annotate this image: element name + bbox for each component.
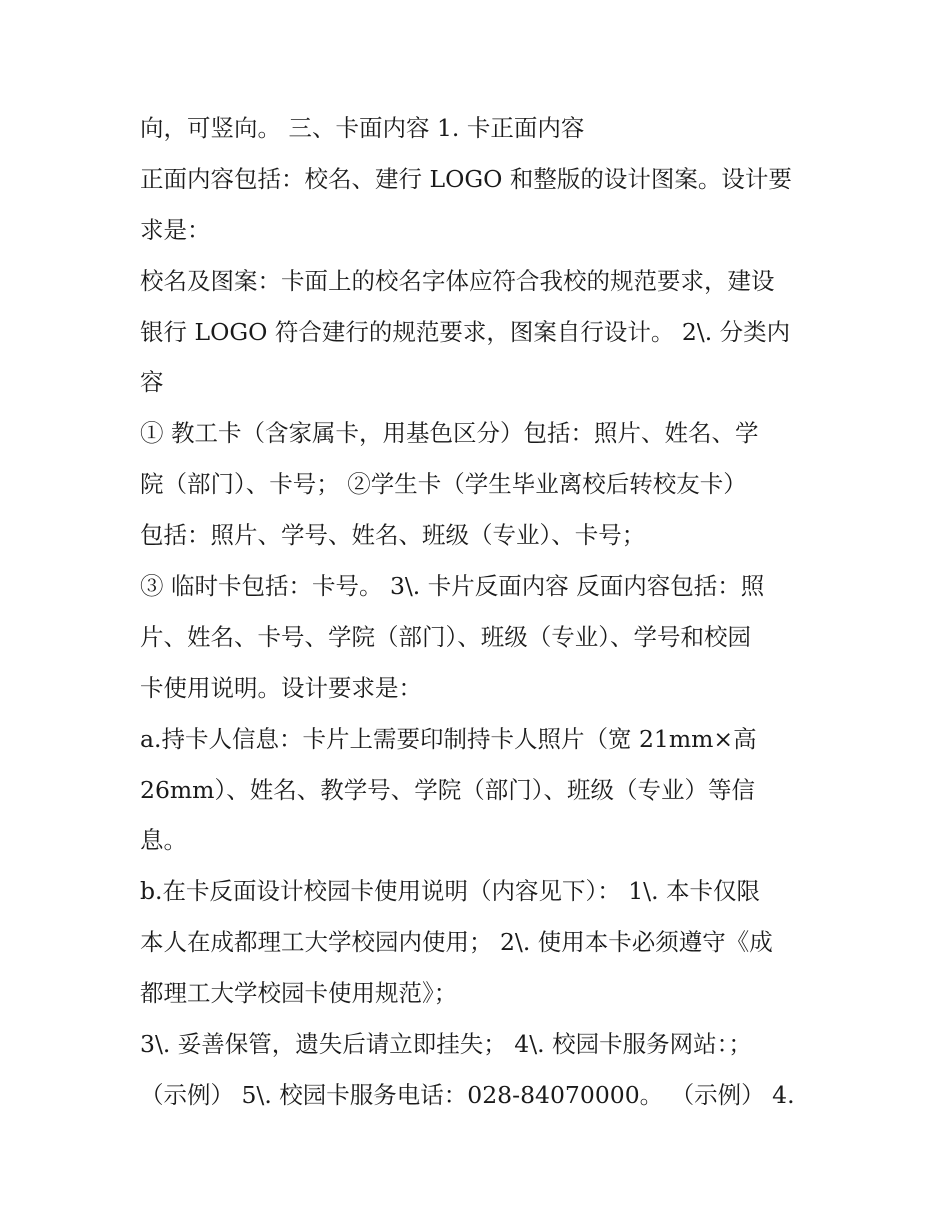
text-line: 院（部门）、卡号； ②学生卡（学生毕业离校后转校友卡） xyxy=(140,470,747,499)
text-line: 向，可竖向。 三、卡面内容 1. 卡正面内容 xyxy=(140,114,585,142)
text-line: 包括：照片、学号、姓名、班级（专业）、卡号； xyxy=(140,521,646,550)
text-line: 26mm）、姓名、教学号、学院（部门）、班级（专业）等信 xyxy=(140,775,755,804)
text-line: （示例） 5\. 校园卡服务电话：028-84070000。 （示例） 4. xyxy=(140,1080,795,1109)
text-line: 求是： xyxy=(140,215,211,244)
text-line: 卡使用说明。设计要求是： xyxy=(140,673,422,702)
text-line: ③ 临时卡包括：卡号。 3\. 卡片反面内容 反面内容包括：照 xyxy=(140,572,765,601)
text-line: ① 教工卡（含家属卡，用基色区分）包括：照片、姓名、学 xyxy=(140,419,759,448)
body-text xyxy=(140,103,830,1121)
text-line: 容 xyxy=(140,368,164,397)
text-line: 3\. 妥善保管，遗失后请立即挂失； 4\. 校园卡服务网站：； xyxy=(140,1030,752,1059)
text-line: 息。 xyxy=(140,826,187,855)
text-line: 都理工大学校园卡使用规范》； xyxy=(140,979,458,1008)
text-line: 片、姓名、卡号、学院（部门）、班级（专业）、学号和校园 xyxy=(140,622,751,651)
text-line: 正面内容包括：校名、建行 LOGO 和整版的设计图案。设计要 xyxy=(140,164,792,193)
text-line: 本人在成都理工大学校园内使用； 2\. 使用本卡必须遵守《成 xyxy=(140,928,773,957)
text-line: 校名及图案：卡面上的校名字体应符合我校的规范要求，建设 xyxy=(140,266,775,295)
text-line: a.持卡人信息：卡片上需要印制持卡人照片（宽 21mm×高 xyxy=(140,724,757,753)
text-line: 银行 LOGO 符合建行的规范要求，图案自行设计。 2\. 分类内 xyxy=(140,317,791,346)
text-line: b.在卡反面设计校园卡使用说明（内容见下）： 1\. 本卡仅限 xyxy=(140,877,761,906)
